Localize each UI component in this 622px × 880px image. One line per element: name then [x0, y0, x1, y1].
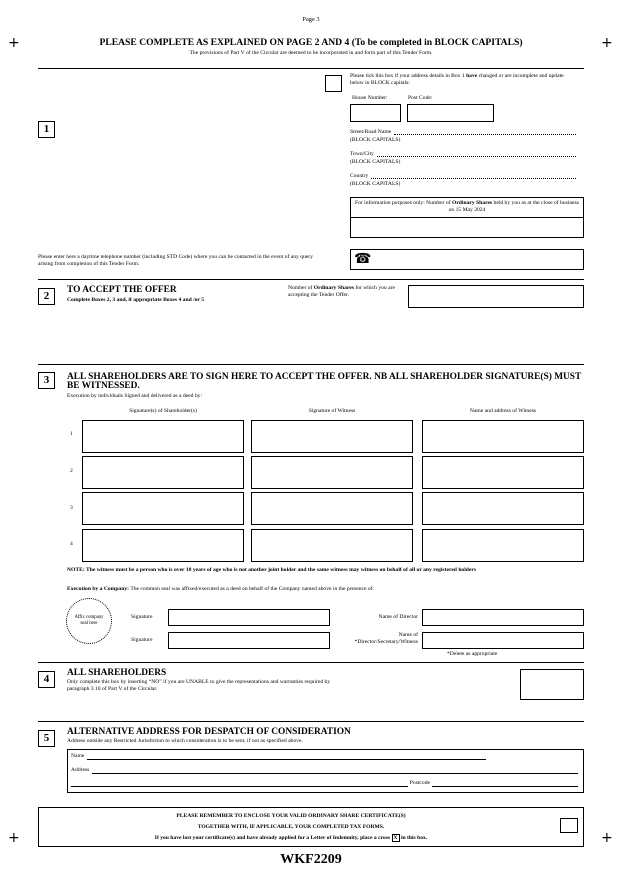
representations-text: Only complete this box by inserting “NO” if you are UNABLE to give the representations and warranties required by paragraph 3.10 of Part V of the Circular. [67, 679, 331, 692]
witness-name-address-field[interactable] [422, 456, 584, 489]
section-divider [38, 662, 584, 663]
registration-mark: + [601, 35, 613, 51]
page-subtitle: The provisions of Part V of the Circular are deemed to be incorporated in and form part of this Tender Form. [189, 50, 433, 56]
section-number-3: 3 [38, 372, 55, 389]
section-number-1: 1 [38, 121, 55, 138]
company-signature-field-2[interactable] [168, 632, 330, 649]
director-name-label: Name of Director [378, 614, 418, 620]
page-title: PLEASE COMPLETE AS EXPLAINED ON PAGE 2 AND 4 (To be completed in BLOCK CAPITALS) [99, 37, 523, 48]
alt-name-field[interactable] [71, 753, 486, 760]
shareholder-signature-field[interactable] [82, 456, 244, 489]
town-field[interactable] [350, 151, 576, 158]
director-name-field[interactable] [422, 609, 584, 626]
shares-accepting-label: Number of Ordinary Shares for which you are accepting the Tender Offer. [288, 285, 395, 298]
alt-address-label: Address [71, 767, 90, 773]
shares-held-divider [351, 217, 583, 218]
director-secretary-field[interactable] [422, 632, 584, 649]
row-number: 1 [70, 431, 73, 437]
seal-label: Affix company seal here [74, 615, 104, 626]
post-code-label: Post Code: [408, 95, 433, 101]
shares-held-box [350, 197, 584, 238]
house-number-label: House Number: [352, 95, 388, 101]
column-header-shareholder: Signature(s) of Shareholder(s) [129, 408, 197, 414]
execution-individuals: Execution by individuals Signed and delivered as a deed by: [67, 393, 202, 399]
company-seal-area[interactable] [66, 598, 112, 644]
accept-offer-subtitle: Complete Boxes 2, 3 and, if appropriate Boxes 4 and /or 5 [67, 297, 205, 303]
company-signature-label: Signature [131, 614, 153, 620]
phone-prompt: Please enter here a daytime telephone number (including STD Code) where you can be contacted in the event of any query arising from completion of this Tender Form. [38, 254, 313, 267]
address-changed-checkbox[interactable] [325, 75, 342, 92]
country-block-capitals: (BLOCK CAPITALS) [350, 181, 401, 187]
address-changed-label: Please tick this box if your address details in Box 1 have changed or are incomplete and update below in BLOCK capitals: [350, 73, 564, 86]
row-number: 3 [70, 505, 73, 511]
witness-name-address-field[interactable] [422, 529, 584, 562]
street-block-capitals: (BLOCK CAPITALS) [350, 137, 401, 143]
alt-postcode-field[interactable] [71, 780, 578, 787]
sign-here-title: ALL SHAREHOLDERS ARE TO SIGN HERE TO ACCEPT THE OFFER. NB ALL SHAREHOLDER SIGNATURE(S) MUST BE WITNESSED. [67, 372, 582, 391]
town-block-capitals: (BLOCK CAPITALS) [350, 159, 401, 165]
registration-mark: + [601, 830, 613, 846]
column-header-witness-signature: Signature of Witness [308, 408, 356, 414]
section-divider [38, 68, 584, 69]
town-label: Town/City [350, 151, 374, 157]
alt-address-field[interactable] [71, 767, 578, 774]
cross-sample: X [393, 835, 398, 841]
shares-held-info: For information purposes only: Number of Ordinary Shares held by you as at the close of business on 15 May 2024 [355, 200, 579, 213]
execution-company: Execution by a Company: The common seal was affixed/executed as a deed on behalf of the Company named above in the presence of: [67, 586, 375, 592]
accept-offer-title: TO ACCEPT THE OFFER [67, 285, 177, 295]
witness-signature-field[interactable] [251, 420, 413, 453]
representations-no-field[interactable] [520, 669, 584, 700]
section-divider [38, 279, 584, 280]
alternative-address-box [67, 749, 584, 793]
shareholder-signature-field[interactable] [82, 529, 244, 562]
section-number-5: 5 [38, 730, 55, 747]
company-signature-label-2: Signature [131, 637, 153, 643]
column-header-witness-name: Name and address of Witness [469, 408, 537, 414]
shareholder-signature-field[interactable] [82, 420, 244, 453]
row-number: 2 [70, 468, 73, 474]
reminder-line-1: PLEASE REMEMBER TO ENCLOSE YOUR VALID ORDINARY SHARE CERTIFICATE(S) [176, 813, 406, 819]
house-number-field[interactable] [350, 104, 401, 122]
telephone-icon: ☎ [354, 251, 372, 267]
section-number-4: 4 [38, 671, 55, 688]
post-code-field[interactable] [407, 104, 494, 122]
registration-mark: + [8, 830, 20, 846]
company-signature-field[interactable] [168, 609, 330, 626]
all-shareholders-title: ALL SHAREHOLDERS [67, 668, 167, 678]
reminder-line-3: If you have lost your certificate(s) and have already applied for a Letter of Indemnity, place a cross X in this box. [154, 835, 428, 841]
witness-name-address-field[interactable] [422, 420, 584, 453]
shareholder-signature-field[interactable] [82, 492, 244, 525]
shares-accepting-field[interactable] [408, 285, 584, 308]
alternative-address-subtitle: Address outside any Restricted Jurisdiction to which consideration is to be sent, if not as specified above. [67, 738, 303, 744]
section-divider [38, 721, 584, 722]
phone-number-field[interactable] [350, 249, 584, 270]
registration-mark: + [8, 35, 20, 51]
witness-name-address-field[interactable] [422, 492, 584, 525]
alternative-address-title: ALTERNATIVE ADDRESS FOR DESPATCH OF CONSIDERATION [67, 727, 351, 737]
page-number: Page 3 [302, 16, 320, 23]
row-number: 4 [70, 541, 73, 547]
alt-postcode-label: Postcode [409, 780, 430, 786]
section-divider [38, 364, 584, 365]
street-label: Street/Road Name [350, 129, 392, 135]
reminder-line-2: TOGETHER WITH, IF APPLICABLE, YOUR COMPLETED TAX FORMS. [197, 824, 385, 830]
witness-signature-field[interactable] [251, 492, 413, 525]
country-field[interactable] [350, 173, 576, 180]
form-code: WKF2209 [280, 852, 342, 867]
country-label: Country [350, 173, 369, 179]
certificate-reminder-box [38, 807, 584, 847]
lost-certificate-checkbox[interactable] [560, 818, 578, 833]
witness-note: NOTE: The witness must be a person who is over 18 years of age who is not another joint holder and the same witness may witness on behalf of all or any registered holders [67, 567, 477, 573]
alt-name-label: Name [71, 753, 85, 759]
witness-signature-field[interactable] [251, 529, 413, 562]
director-secretary-label: Name of *Director/Secretary/Witness [354, 632, 418, 645]
witness-signature-field[interactable] [251, 456, 413, 489]
street-field[interactable] [350, 129, 576, 136]
section-number-2: 2 [38, 288, 55, 305]
delete-note: *Delete as appropriate [447, 651, 498, 657]
